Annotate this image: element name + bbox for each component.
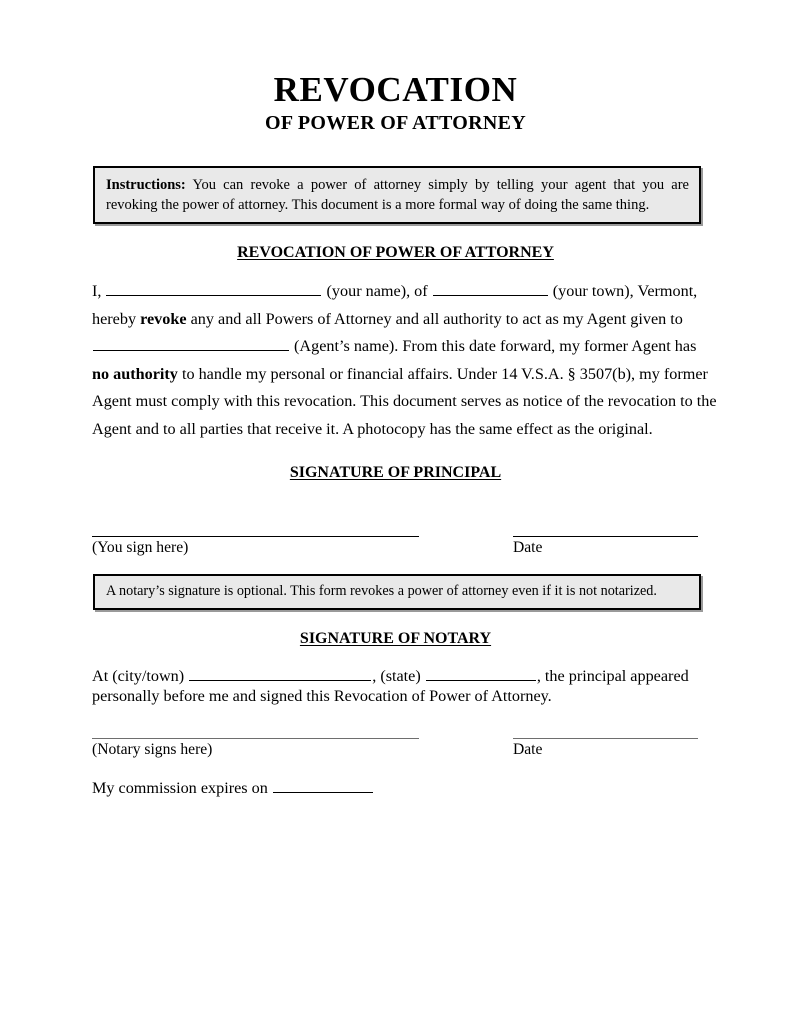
- notary-line-2: personally before me and signed this Revocation of Power of Attorney.: [92, 686, 552, 705]
- instructions-callout: [93, 166, 701, 224]
- notary-line1-prefix: At (city/town): [92, 667, 185, 685]
- principal-date-label: Date: [513, 539, 543, 556]
- document-title: REVOCATION: [273, 70, 518, 109]
- notary-line-1: [92, 666, 698, 687]
- principal-signature-label: (You sign here): [92, 539, 189, 556]
- state-fill-line[interactable]: [426, 666, 536, 681]
- line1-prefix: I,: [92, 282, 102, 300]
- notary-line1-suffix: , the principal appeared: [536, 667, 689, 685]
- commission-expiry-fill-line[interactable]: [273, 778, 373, 793]
- notary-date-line[interactable]: [513, 738, 698, 739]
- document-subtitle: OF POWER OF ATTORNEY: [264, 112, 527, 134]
- line4-suffix: to handle my personal or financial affairs. Under 14 V.S.A. § 3507(b), my former: [181, 364, 708, 383]
- your-town-fill-line[interactable]: [433, 281, 548, 296]
- heading-revocation-of-power-of-attorney: REVOCATION OF POWER OF ATTORNEY: [237, 244, 554, 261]
- paragraph-line-3: [92, 333, 698, 361]
- heading-signature-of-notary: SIGNATURE OF NOTARY: [299, 630, 492, 647]
- paragraph-line-4: [92, 361, 708, 389]
- commission-label: My commission expires on: [92, 779, 268, 797]
- paragraph-line-5: Agent must comply with this revocation. This document serves as notice of the revocation to the: [92, 392, 717, 411]
- city-town-fill-line[interactable]: [189, 666, 371, 681]
- paragraph-line-2: [92, 306, 698, 334]
- paragraph-line-6: Agent and to all parties that receive it. A photocopy has the same effect as the original.: [92, 419, 653, 438]
- no-authority-emphasis: no authority: [92, 364, 178, 383]
- notary-note-text: A notary’s signature is optional. This form revokes a power of attorney even if it is not notarized.: [106, 583, 657, 599]
- line3-suffix: (Agent’s name). From this date forward, my former Agent has: [294, 337, 697, 356]
- paragraph-line-1: [92, 278, 698, 306]
- revoke-emphasis: revoke: [140, 309, 187, 328]
- notary-line1-mid: , (state): [372, 667, 421, 685]
- notary-date-label: Date: [513, 741, 543, 758]
- notary-optional-callout: [93, 574, 701, 610]
- line1-suffix: (your town), Vermont,: [552, 282, 698, 300]
- line2-prefix: hereby: [92, 309, 137, 328]
- notary-signature-line[interactable]: [92, 738, 419, 739]
- heading-signature-of-principal: SIGNATURE OF PRINCIPAL: [289, 464, 502, 481]
- agent-name-fill-line[interactable]: [93, 336, 289, 351]
- line2-suffix: any and all Powers of Attorney and all authority to act as my Agent given to: [190, 309, 683, 328]
- notary-signature-label: (Notary signs here): [92, 741, 213, 758]
- your-name-fill-line[interactable]: [106, 281, 321, 296]
- instructions-label: Instructions:: [106, 177, 186, 193]
- revocation-paragraph: [92, 278, 717, 444]
- principal-signature-line[interactable]: [92, 536, 419, 537]
- commission-expiry-line: [92, 778, 374, 798]
- principal-date-line[interactable]: [513, 536, 698, 537]
- notary-paragraph: [92, 666, 698, 706]
- instructions-text: You can revoke a power of attorney simply by telling your agent that you are revoking the power of attorney. This document is a more formal way of doing the same thing.: [106, 177, 689, 213]
- line1-mid: (your name), of: [326, 282, 428, 300]
